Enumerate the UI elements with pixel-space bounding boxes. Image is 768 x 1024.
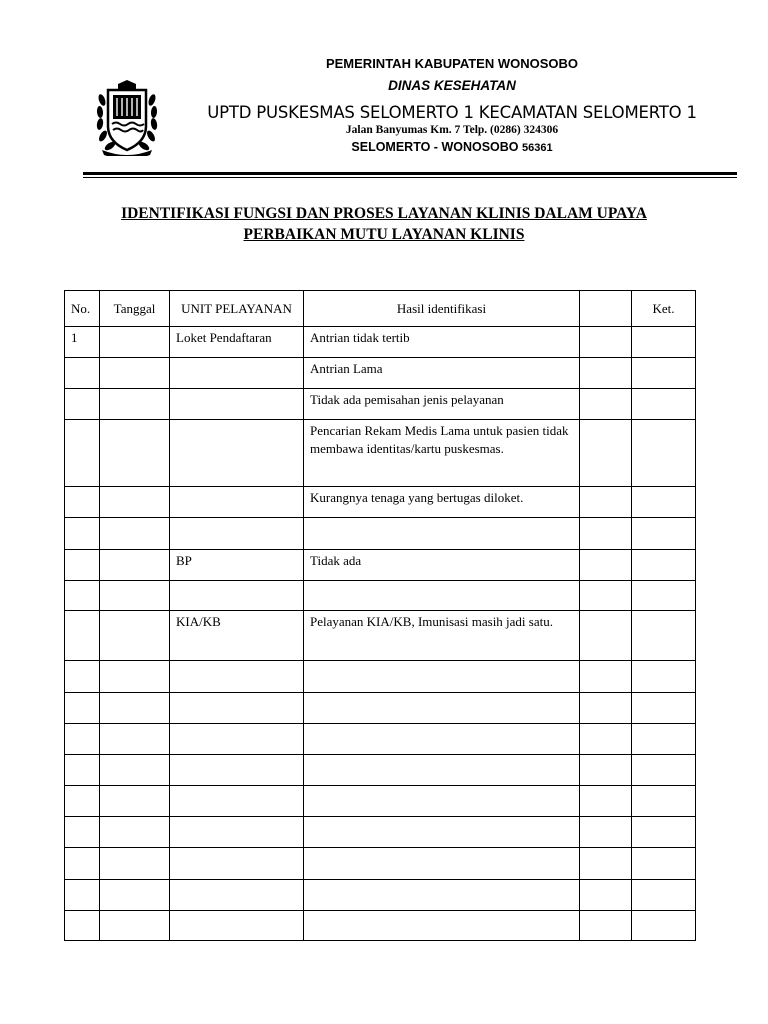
document-title-line-2	[0, 226, 768, 244]
cell-unit	[170, 581, 304, 611]
cell-tanggal	[100, 848, 170, 880]
cell-tanggal	[100, 880, 170, 911]
table-row	[65, 786, 696, 817]
cell-no: 1	[65, 327, 100, 358]
cell-tanggal	[100, 389, 170, 420]
cell-no	[65, 487, 100, 518]
cell-hasil	[304, 880, 580, 911]
cell-ket	[632, 358, 696, 389]
cell-tanggal	[100, 693, 170, 724]
cell-tanggal	[100, 550, 170, 581]
cell-ket	[632, 389, 696, 420]
cell-extra	[580, 755, 632, 786]
cell-no	[65, 848, 100, 880]
cell-tanggal	[100, 358, 170, 389]
institution-address: Jalan Banyumas Km. 7 Telp. (0286) 324306	[345, 124, 559, 136]
cell-unit	[170, 420, 304, 487]
cell-tanggal	[100, 581, 170, 611]
cell-hasil	[304, 661, 580, 693]
cell-extra	[580, 693, 632, 724]
document-title-text-1: IDENTIFIKASI FUNGSI DAN PROSES LAYANAN KLINIS DALAM UPAYA	[121, 205, 647, 222]
cell-unit	[170, 880, 304, 911]
cell-no	[65, 693, 100, 724]
cell-ket	[632, 327, 696, 358]
letterhead-divider-thick	[83, 172, 737, 175]
table-header-row	[65, 291, 696, 327]
cell-hasil	[304, 848, 580, 880]
cell-tanggal	[100, 755, 170, 786]
cell-ket	[632, 581, 696, 611]
cell-extra	[580, 420, 632, 487]
cell-tanggal	[100, 420, 170, 487]
column-header-no: No.	[65, 291, 100, 327]
document-title-text-2: PERBAIKAN MUTU LAYANAN KLINIS	[243, 226, 525, 243]
cell-ket	[632, 848, 696, 880]
cell-extra	[580, 724, 632, 755]
cell-unit	[170, 693, 304, 724]
cell-hasil: Antrian Lama	[304, 358, 580, 389]
cell-ket	[632, 911, 696, 941]
table-row	[65, 581, 696, 611]
cell-unit	[170, 487, 304, 518]
cell-tanggal	[100, 724, 170, 755]
cell-unit	[170, 755, 304, 786]
cell-hasil	[304, 518, 580, 550]
cell-extra	[580, 358, 632, 389]
cell-ket	[632, 518, 696, 550]
table-row	[65, 755, 696, 786]
cell-hasil	[304, 693, 580, 724]
cell-no	[65, 880, 100, 911]
cell-unit: Loket Pendaftaran	[170, 327, 304, 358]
cell-tanggal	[100, 817, 170, 848]
cell-hasil: Pencarian Rekam Medis Lama untuk pasien tidak membawa identitas/kartu puskesmas.	[304, 420, 580, 487]
cell-extra	[580, 550, 632, 581]
cell-unit: BP	[170, 550, 304, 581]
cell-no	[65, 389, 100, 420]
cell-hasil	[304, 786, 580, 817]
cell-ket	[632, 786, 696, 817]
column-header-unit-pelayanan: UNIT PELAYANAN	[170, 291, 304, 327]
cell-hasil: Kurangnya tenaga yang bertugas diloket.	[304, 487, 580, 518]
table-row	[65, 518, 696, 550]
cell-no	[65, 817, 100, 848]
cell-extra	[580, 581, 632, 611]
cell-ket	[632, 724, 696, 755]
cell-unit	[170, 518, 304, 550]
cell-ket	[632, 755, 696, 786]
cell-no	[65, 661, 100, 693]
cell-ket	[632, 880, 696, 911]
institution-name: UPTD PUSKESMAS SELOMERTO 1 KECAMATAN SELOMERTO 1	[207, 103, 697, 122]
cell-unit	[170, 786, 304, 817]
cell-extra	[580, 880, 632, 911]
cell-ket	[632, 611, 696, 661]
cell-extra	[580, 389, 632, 420]
table-row	[65, 358, 696, 389]
cell-unit: KIA/KB	[170, 611, 304, 661]
table-row	[65, 817, 696, 848]
cell-ket	[632, 550, 696, 581]
city-name: SELOMERTO - WONOSOBO	[351, 140, 519, 154]
table-row	[65, 911, 696, 941]
cell-tanggal	[100, 487, 170, 518]
cell-no	[65, 420, 100, 487]
table-row	[65, 389, 696, 420]
column-header-hasil-identifikasi: Hasil identifikasi	[304, 291, 580, 327]
cell-extra	[580, 327, 632, 358]
postal-code: 56361	[522, 142, 553, 154]
cell-tanggal	[100, 786, 170, 817]
column-header-ket: Ket.	[632, 291, 696, 327]
cell-no	[65, 358, 100, 389]
cell-tanggal	[100, 911, 170, 941]
table-body	[65, 327, 696, 941]
cell-hasil	[304, 755, 580, 786]
cell-no	[65, 755, 100, 786]
cell-hasil: Tidak ada pemisahan jenis pelayanan	[304, 389, 580, 420]
cell-no	[65, 786, 100, 817]
cell-unit	[170, 911, 304, 941]
cell-extra	[580, 611, 632, 661]
cell-extra	[580, 661, 632, 693]
cell-hasil	[304, 581, 580, 611]
government-name: PEMERINTAH KABUPATEN WONOSOBO	[325, 56, 579, 71]
cell-ket	[632, 487, 696, 518]
cell-unit	[170, 358, 304, 389]
cell-no	[65, 550, 100, 581]
table-row	[65, 611, 696, 661]
cell-unit	[170, 817, 304, 848]
cell-no	[65, 611, 100, 661]
cell-ket	[632, 661, 696, 693]
table-row	[65, 487, 696, 518]
institution-city	[68, 140, 768, 154]
cell-hasil: Pelayanan KIA/KB, Imunisasi masih jadi satu.	[304, 611, 580, 661]
cell-unit	[170, 661, 304, 693]
table-row	[65, 327, 696, 358]
cell-ket	[632, 817, 696, 848]
cell-ket	[632, 693, 696, 724]
cell-no	[65, 724, 100, 755]
cell-hasil: Antrian tidak tertib	[304, 327, 580, 358]
cell-extra	[580, 518, 632, 550]
table-row	[65, 550, 696, 581]
column-header-tanggal: Tanggal	[100, 291, 170, 327]
cell-hasil	[304, 817, 580, 848]
table-row	[65, 880, 696, 911]
cell-extra	[580, 487, 632, 518]
cell-ket	[632, 420, 696, 487]
table-row	[65, 848, 696, 880]
cell-tanggal	[100, 611, 170, 661]
cell-unit	[170, 389, 304, 420]
cell-hasil: Tidak ada	[304, 550, 580, 581]
table-row	[65, 693, 696, 724]
department-name: DINAS KESEHATAN	[388, 78, 516, 93]
cell-hasil	[304, 724, 580, 755]
cell-unit	[170, 848, 304, 880]
column-header-blank	[580, 291, 632, 327]
table-row	[65, 724, 696, 755]
cell-extra	[580, 911, 632, 941]
table-row	[65, 420, 696, 487]
cell-tanggal	[100, 327, 170, 358]
cell-no	[65, 911, 100, 941]
cell-tanggal	[100, 661, 170, 693]
cell-hasil	[304, 911, 580, 941]
identification-table	[64, 290, 696, 941]
cell-no	[65, 581, 100, 611]
cell-extra	[580, 786, 632, 817]
cell-no	[65, 518, 100, 550]
cell-extra	[580, 817, 632, 848]
cell-extra	[580, 848, 632, 880]
table-row	[65, 661, 696, 693]
letterhead-divider-thin	[83, 177, 737, 178]
cell-tanggal	[100, 518, 170, 550]
document-title-line-1	[0, 205, 768, 223]
cell-unit	[170, 724, 304, 755]
